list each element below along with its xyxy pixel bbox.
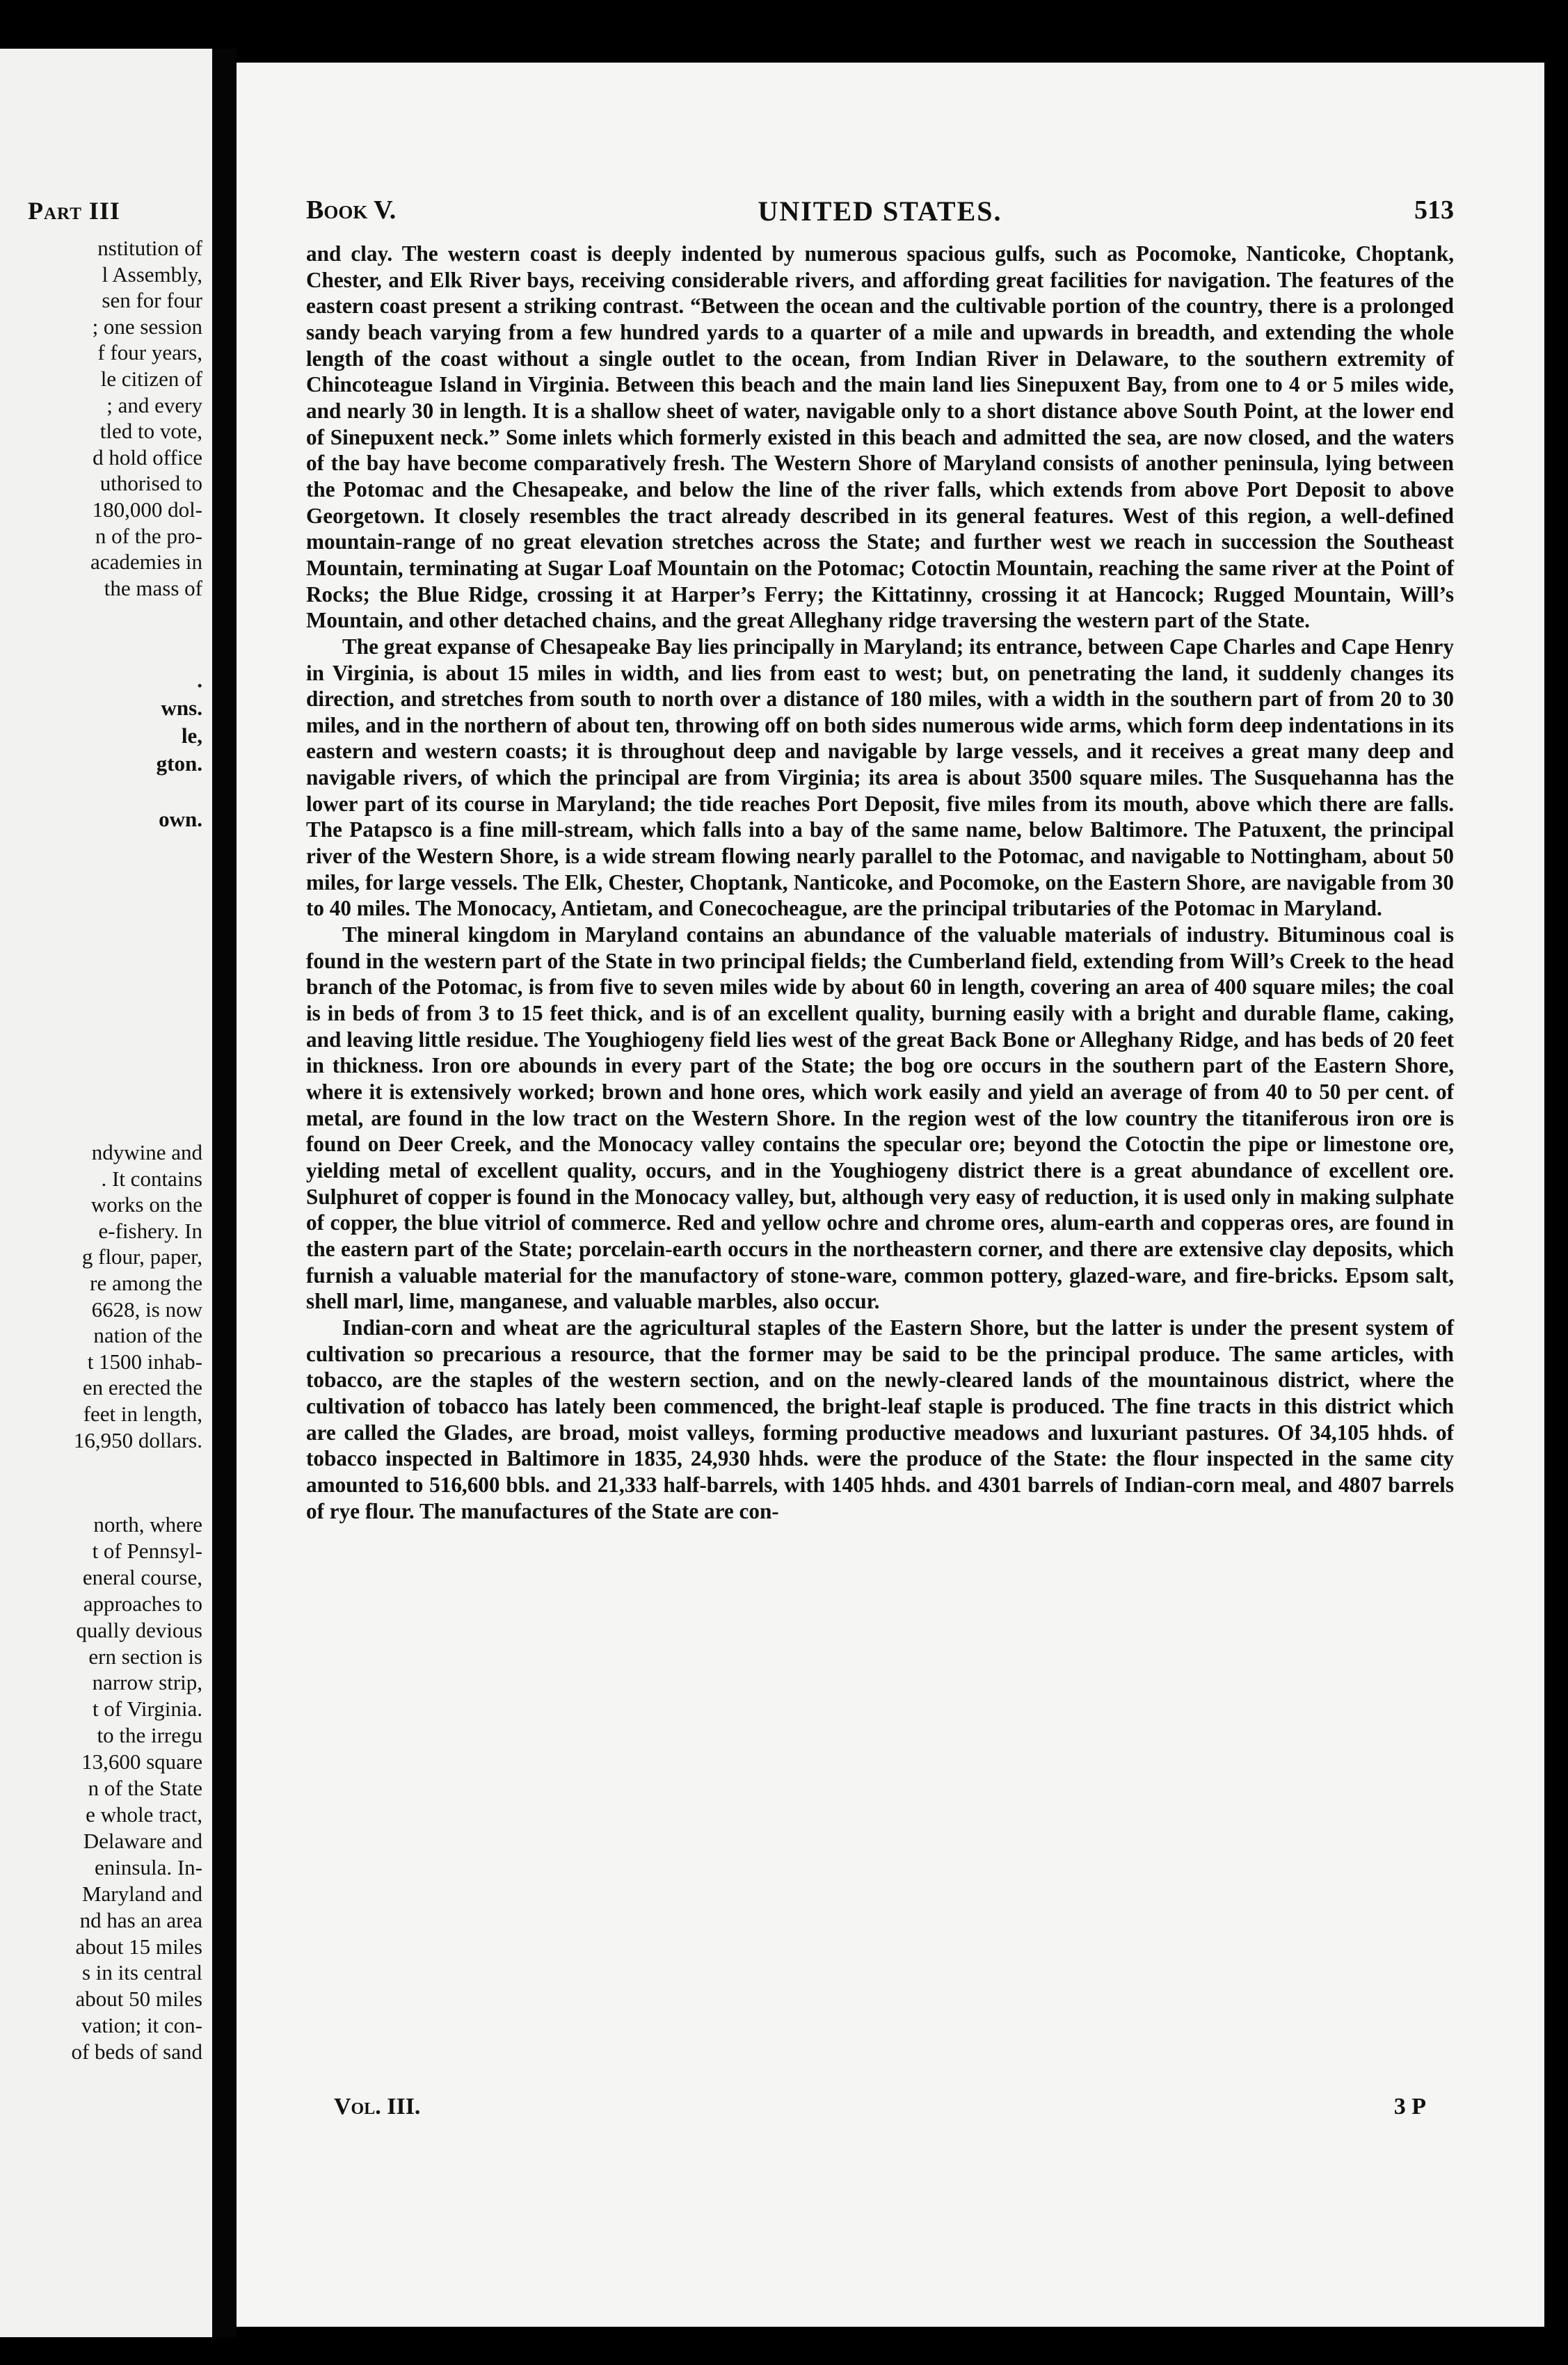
previous-page-line: narrow strip, bbox=[92, 1670, 202, 1695]
previous-page-line: wns. bbox=[161, 696, 202, 720]
previous-page-line: 13,600 square bbox=[81, 1749, 202, 1774]
previous-page-line: f four years, bbox=[97, 340, 202, 365]
previous-page-line: n of the State bbox=[88, 1776, 202, 1801]
previous-page-line: nstitution of bbox=[97, 236, 202, 260]
previous-page-line: s in its central bbox=[81, 1960, 202, 1985]
previous-page-line: nation of the bbox=[93, 1323, 202, 1348]
previous-page-text-block bbox=[0, 1139, 202, 1453]
previous-page-line: ; one session bbox=[92, 314, 202, 339]
previous-page-line: the mass of bbox=[104, 575, 202, 600]
previous-page-fragment bbox=[0, 49, 212, 2337]
previous-page-line: tled to vote, bbox=[99, 419, 202, 444]
page-title: UNITED STATES. bbox=[758, 195, 1002, 227]
page-gutter bbox=[212, 49, 237, 2337]
previous-page-line: re among the bbox=[90, 1270, 202, 1295]
previous-page-line: academies in bbox=[90, 550, 202, 575]
body-text bbox=[306, 241, 1454, 1524]
previous-page-line: own. bbox=[159, 807, 202, 831]
previous-page-line: n of the pro- bbox=[95, 523, 202, 548]
previous-page-line: t of Pennsyl- bbox=[92, 1538, 202, 1563]
book-page bbox=[237, 63, 1544, 2327]
previous-page-line: approaches to bbox=[83, 1591, 202, 1616]
previous-page-line: d hold office bbox=[93, 444, 202, 470]
previous-page-list-block bbox=[0, 666, 202, 833]
previous-page-line: en erected the bbox=[82, 1375, 202, 1400]
book-label: Book V. bbox=[306, 195, 397, 225]
previous-page-line: ; and every bbox=[106, 392, 202, 417]
previous-page-line: about 15 miles bbox=[75, 1934, 202, 1959]
previous-page-line: feet in length, bbox=[83, 1401, 202, 1426]
previous-page-line: of beds of sand bbox=[71, 2039, 202, 2065]
running-head bbox=[306, 195, 1454, 236]
volume-label: Vol. III. bbox=[334, 2094, 421, 2119]
previous-page-line bbox=[0, 778, 202, 805]
previous-page-header: Part III bbox=[28, 197, 120, 225]
paragraph: The great expanse of Chesapeake Bay lies principally in Maryland; its entrance, between Cape Charles and Cape Henry in Virginia, is about 15 miles in width, and lies from east to west; but, on penetrating the land, it suddenly changes its direction, and stretches from south to north over a distance of 180 miles, with a width in the southern part of from 20 to 30 miles, and in the northern of about ten, throwing off on both sides numerous wide arms, which form deep indentations in its eastern and western coasts; it is throughout deep and navigable by large vessels, and it receives a great many deep and navigable rivers, of which the principal are from Virginia; its area is about 3500 square miles. The Susquehanna has the lower part of its course in Maryland; the tide reaches Port Deposit, five miles from its mouth, above which there are falls. The Patapsco is a fine mill-stream, which falls into a bay of the same name, below Baltimore. The Patuxent, the principal river of the Western Shore, is a wide stream flowing nearly parallel to the Potomac, and navigable to Nottingham, about 50 miles, for large vessels. The Elk, Chester, Choptank, Nanticoke, and Pocomoke, on the Eastern Shore, are navigable from 30 to 40 miles. The Monocacy, Antietam, and Conecocheague, are the principal tributaries of the Potomac in Maryland. bbox=[306, 634, 1454, 921]
previous-page-line: t of Virginia. bbox=[92, 1697, 202, 1722]
signature-mark: 3 P bbox=[1393, 2094, 1426, 2119]
previous-page-line: le citizen of bbox=[100, 366, 202, 391]
previous-page-line: Delaware and bbox=[83, 1828, 202, 1853]
previous-page-line: 6628, is now bbox=[91, 1297, 202, 1322]
previous-page-line: . bbox=[197, 668, 202, 692]
previous-page-line: t 1500 inhab- bbox=[87, 1349, 202, 1374]
previous-page-line: 180,000 dol- bbox=[92, 497, 202, 522]
previous-page-line: . It contains bbox=[101, 1166, 202, 1191]
previous-page-line: le, bbox=[181, 723, 202, 748]
previous-page-line: north, where bbox=[93, 1512, 202, 1537]
previous-page-line: about 50 miles bbox=[75, 1987, 202, 2012]
previous-page-line: ern section is bbox=[88, 1644, 202, 1669]
previous-page-line: 16,950 dollars. bbox=[73, 1427, 202, 1452]
page-number: 513 bbox=[1414, 195, 1454, 225]
previous-page-line: eninsula. In- bbox=[95, 1854, 202, 1879]
previous-page-line: gton. bbox=[156, 751, 202, 776]
previous-page-line: ndywine and bbox=[91, 1140, 202, 1164]
previous-page-line: Maryland and bbox=[81, 1881, 202, 1906]
paragraph: and clay. The western coast is deeply indented by numerous spacious gulfs, such as Pocomoke, Nanticoke, Choptank, Chester, and Elk River bays, receiving considerable rivers, and affording great facilities for navigation. The features of the eastern coast present a striking contrast. “Between the ocean and the cultivable portion of the country, there is a prolonged sandy beach varying from a few hundred yards to a quarter of a mile and upwards in breadth, and extending the whole length of the coast without a single outlet to the ocean, from Indian River in Delaware, to the southern extremity of Chincoteague Island in Virginia. Between this beach and the main land lies Sinepuxent Bay, from one to 4 or 5 miles wide, and nearly 30 in length. It is a shallow sheet of water, navigable only to a short distance above South Point, at the lower end of Sinepuxent neck.” Some inlets which formerly existed in this beach and admitted the sea, are now closed, and the waters of the bay have become comparatively fresh. The Western Shore of Maryland consists of another peninsula, lying between the Potomac and the Chesapeake, and below the line of the river falls, which extends from above Port Deposit to above Georgetown. It closely resembles the tract already described in its general features. West of this region, a well-defined mountain-range of no great elevation stretches across the State; and further west we reach in succession the Southeast Mountain, terminating at Sugar Loaf Mountain on the Potomac; Cotoctin Mountain, reaching the same river at the Point of Rocks; the Blue Ridge, crossing it at Harper’s Ferry; the Kittatinny, crossing it at Hancock; Rugged Mountain, Will’s Mountain, and other detached chains, and the great Alleghany ridge traversing the western part of the State. bbox=[306, 241, 1454, 633]
previous-page-line: l Assembly, bbox=[102, 262, 202, 287]
previous-page-line: sen for four bbox=[102, 288, 202, 313]
previous-page-line: g flour, paper, bbox=[81, 1244, 202, 1269]
previous-page-line: e whole tract, bbox=[86, 1802, 202, 1827]
previous-page-line: eneral course, bbox=[82, 1564, 202, 1589]
previous-page-text-block bbox=[0, 1512, 202, 2065]
previous-page-line: nd has an area bbox=[79, 1907, 202, 1932]
previous-page-line: works on the bbox=[90, 1192, 202, 1217]
previous-page-line: to the irregu bbox=[97, 1723, 202, 1748]
paragraph: The mineral kingdom in Maryland contains an abundance of the valuable materials of industry. Bituminous coal is found in the western part of the State in two principal fields; the Cumberland field, extending from Will’s Creek to the head branch of the Potomac, is from five to seven miles wide by about 60 in length, covering an area of 400 square miles; the coal is in beds of from 3 to 15 feet thick, and is of an excellent quality, burning easily with a bright and durable flame, caking, and leaving little residue. The Youghiogeny field lies west of the great Back Bone or Alleghany Ridge, and has beds of 20 feet in thickness. Iron ore abounds in every part of the State; the bog ore occurs in the southern part of the Eastern Shore, where it is extensively worked; brown and hone ores, which work easily and yield an average of from 40 to 50 per cent. of metal, are found in the low tract on the Western Shore. In the region west of the low country the titaniferous iron ore is found on Deer Creek, and the Monocacy valley contains the specular ore; beyond the Cotoctin the pipe or limestone ore, yielding metal of excellent quality, occurs, and in the Youghiogeny district there is a great abundance of excellent ore. Sulphuret of copper is found in the Monocacy valley, but, although very easy of reduction, it is used only in making sulphate of copper, the blue vitriol of commerce. Red and yellow ochre and chrome ores, alum-earth and copperas ores, are found in the eastern part of the State; porcelain-earth occurs in the northeastern corner, and there are extensive clay deposits, which furnish a valuable material for the manufactory of stone-ware, common pottery, glazed-ware, and fire-bricks. Epsom salt, shell marl, lime, manganese, and valuable marbles, also occur. bbox=[306, 922, 1454, 1314]
previous-page-line: e-fishery. In bbox=[98, 1218, 202, 1243]
previous-page-text-block bbox=[0, 235, 202, 601]
previous-page-line: uthorised to bbox=[99, 471, 202, 496]
paragraph: Indian-corn and wheat are the agricultural staples of the Eastern Shore, but the latter is under the present system of cultivation so precarious a resource, that the former may be said to be the principal produce. The same articles, with tobacco, are the staples of the western section, and on the newly-cleared lands of the mountainous district, where the cultivation of tobacco has lately been commenced, the bright-leaf staple is produced. The fine tracts in this district which are called the Glades, are broad, moist valleys, forming productive meadows and luxuriant pastures. Of 34,105 hhds. of tobacco inspected in Baltimore in 1835, 24,930 hhds. were the produce of the State: the flour inspected in the same city amounted to 516,600 bbls. and 21,333 half-barrels, with 1405 hhds. and 4301 barrels of Indian-corn meal, and 4807 barrels of rye flour. The manufactures of the State are con- bbox=[306, 1315, 1454, 1523]
page-footer bbox=[306, 2094, 1454, 2128]
previous-page-line: vation; it con- bbox=[81, 2013, 202, 2038]
previous-page-line: qually devious bbox=[76, 1617, 202, 1642]
